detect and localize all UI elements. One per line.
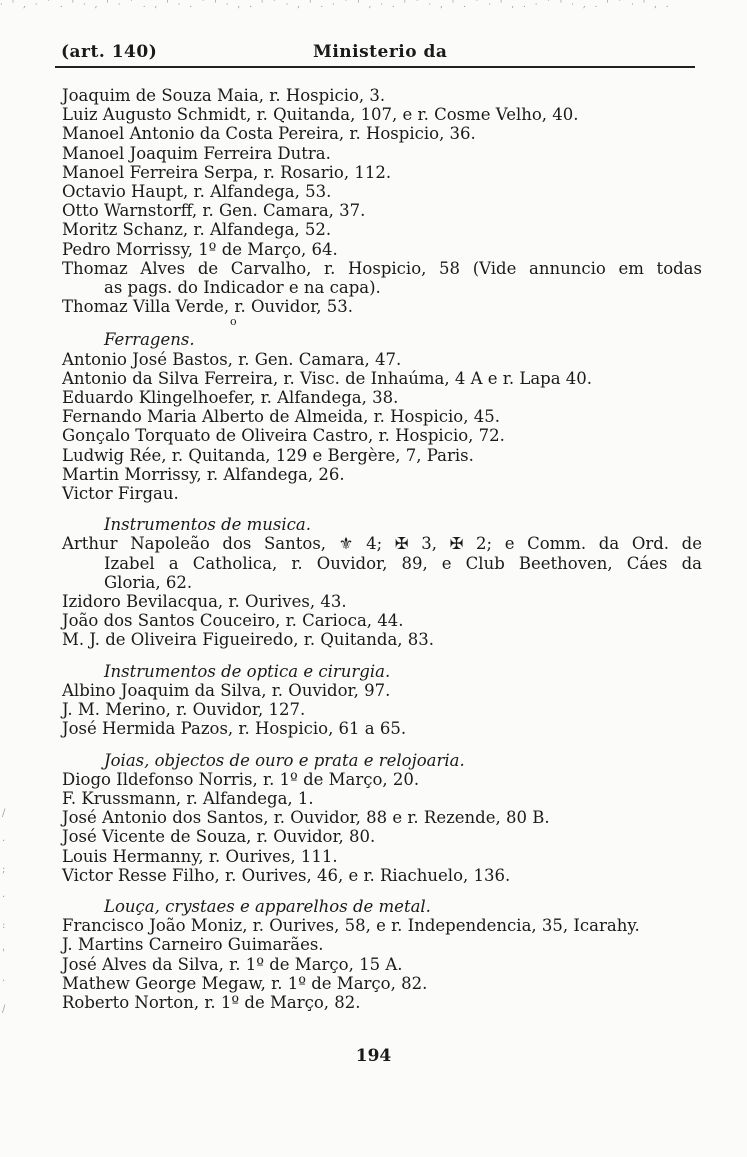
entry-line: Roberto Norton, r. 1º de Março, 82. [62, 992, 361, 1012]
entry-line: Diogo Ildefonso Norris, r. 1º de Março, 20. [62, 769, 420, 789]
entry-line: Victor Firgau. [62, 484, 179, 504]
entry-line: J. M. Merino, r. Ouvidor, 127. [62, 700, 306, 720]
top-edge-noise: · ' , · ` . ' · , ' · ` . , ' · . ` ' · , . ' ` · , ' . · ` ' , · . ' ` · , ' . ` · ' , . · ` ' · , . ' ` · ' , . [0, 0, 672, 10]
entry-line: Martin Morrissy, r. Alfandega, 26. [62, 464, 345, 484]
entry-line: José Hermida Pazos, r. Hospicio, 61 a 65. [62, 719, 407, 739]
entry-line: José Alves da Silva, r. 1º de Março, 15 A. [62, 954, 403, 974]
section-mark: o [230, 315, 237, 329]
entry-continuation: Gloria, 62. [104, 572, 193, 592]
section-heading: Instrumentos de optica e cirurgia. [104, 661, 391, 681]
entry-line: Louis Hermanny, r. Ourives, 111. [62, 846, 338, 866]
entry-line: Thomaz Villa Verde, r. Ouvidor, 53. [62, 297, 354, 317]
entry-line: Eduardo Klingelhoefer, r. Alfandega, 38. [62, 388, 399, 408]
entry-line: M. J. de Oliveira Figueiredo, r. Quitanda, 83. [62, 630, 435, 650]
entry-continuation: Izabel a Catholica, r. Ouvidor, 89, e Club Beethoven, Cáes da [104, 553, 702, 573]
entry-line: J. Martins Carneiro Guimarães. [62, 935, 324, 955]
entry-line: Manoel Antonio da Costa Pereira, r. Hospicio, 36. [62, 124, 476, 144]
directory-listing [62, 86, 702, 1012]
entry-line: Joaquim de Souza Maia, r. Hospicio, 3. [62, 86, 386, 105]
entry-line: José Antonio dos Santos, r. Ouvidor, 88 e r. Rezende, 80 B. [62, 808, 550, 828]
entry-line: Gonçalo Torquato de Oliveira Castro, r. Hospicio, 72. [62, 426, 505, 446]
section-heading: Joias, objectos de ouro e prata e relojoaria. [104, 750, 465, 770]
entry-line: José Vicente de Souza, r. Ouvidor, 80. [62, 827, 376, 847]
section-heading: Instrumentos de musica. [104, 515, 311, 535]
entry-line: Moritz Schanz, r. Alfandega, 52. [62, 220, 332, 240]
margin-marks: / · ; · : ' · / [2, 808, 6, 1015]
page-header [55, 36, 695, 68]
entry-line: Thomaz Alves de Carvalho, r. Hospicio, 58 (Vide annuncio em todas [62, 258, 702, 278]
entry-line: João dos Santos Couceiro, r. Carioca, 44. [62, 611, 404, 631]
entry-line: Luiz Augusto Schmidt, r. Quitanda, 107, e r. Cosme Velho, 40. [62, 105, 579, 125]
entry-line: Mathew George Megaw, r. 1º de Março, 82. [62, 973, 428, 993]
entry-line: Ludwig Rée, r. Quitanda, 129 e Bergère, 7, Paris. [62, 445, 474, 465]
section-heading: Louça, crystaes e apparelhos de metal. [104, 896, 431, 916]
article-reference: (art. 140) [61, 42, 158, 62]
entry-line: Manoel Ferreira Serpa, r. Rosario, 112. [62, 162, 392, 182]
entry-line: Pedro Morrissy, 1º de Março, 64. [62, 239, 338, 259]
entry-line: Albino Joaquim da Silva, r. Ouvidor, 97. [62, 680, 391, 700]
running-title: Ministerio da [313, 42, 448, 62]
entry-line: Fernando Maria Alberto de Almeida, r. Hospicio, 45. [62, 407, 500, 427]
page-number: 194 [355, 1046, 392, 1066]
entry-line: Otto Warnstorff, r. Gen. Camara, 37. [62, 201, 366, 221]
entry-line: Antonio da Silva Ferreira, r. Visc. de Inhaúma, 4 A e r. Lapa 40. [62, 368, 593, 388]
entry-line: Francisco João Moniz, r. Ourives, 58, e r. Independencia, 35, Icarahy. [62, 916, 640, 936]
section-heading: Ferragens. [104, 330, 195, 350]
entry-line: Victor Resse Filho, r. Ourives, 46, e r. Riachuelo, 136. [62, 865, 511, 885]
entry-line: Antonio José Bastos, r. Gen. Camara, 47. [62, 349, 402, 369]
entry-line: Arthur Napoleão dos Santos, ⚜ 4; ✠ 3, ✠ 2; e Comm. da Ord. de [62, 534, 702, 554]
entry-continuation: as pags. do Indicador e na capa). [104, 278, 381, 298]
entry-line: F. Krussmann, r. Alfandega, 1. [62, 788, 314, 808]
entry-line: Octavio Haupt, r. Alfandega, 53. [62, 182, 332, 202]
entry-line: Manoel Joaquim Ferreira Dutra. [62, 143, 331, 163]
entry-line: Izidoro Bevilacqua, r. Ourives, 43. [62, 592, 347, 612]
